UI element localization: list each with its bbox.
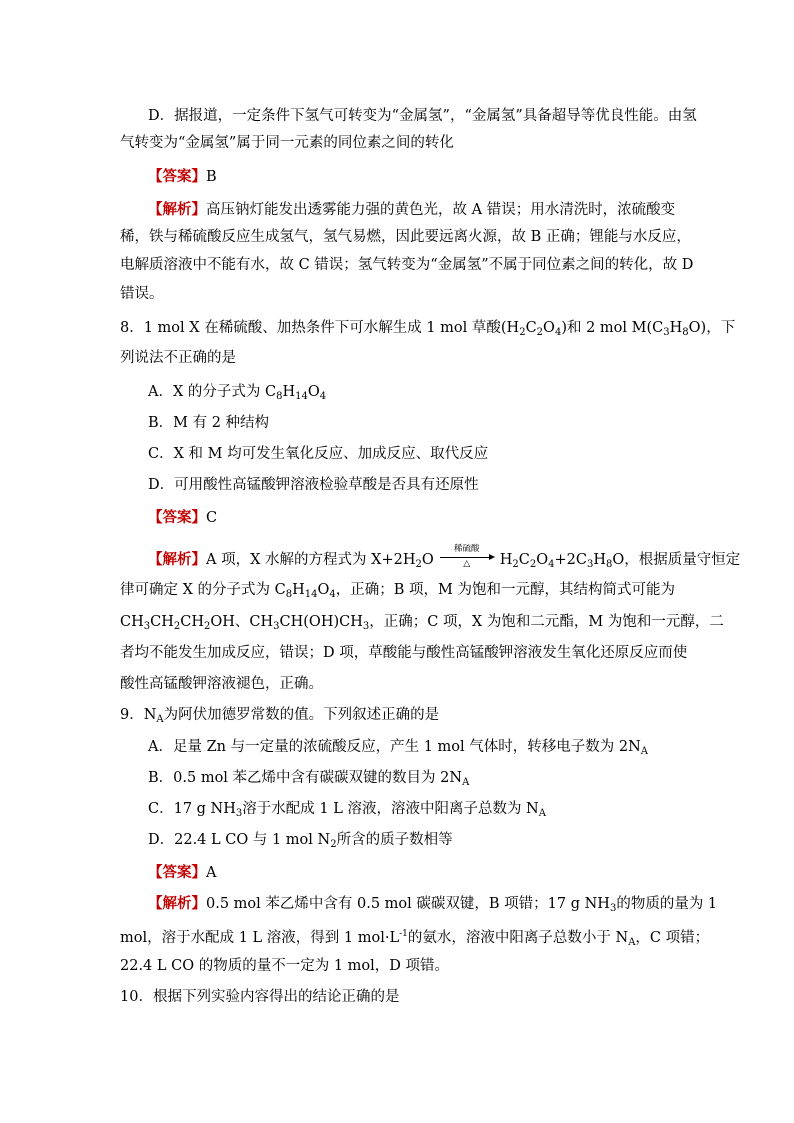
q7-answer: 【答案】B xyxy=(148,168,217,185)
q8-answer: 【答案】C xyxy=(148,509,218,526)
q8-analysis-line5: 酸性高锰酸钾溶液褪色，正确。 xyxy=(120,676,323,692)
q9-stem: 9．$N_A$为阿伏加德罗常数的值。下列叙述正确的是 xyxy=(120,707,440,725)
q9-option-d: D．22.4 L CO 与 1 mol $N_2$所含的质子数相等 xyxy=(148,832,453,850)
analysis-tag: 【解析】 xyxy=(148,201,206,218)
q8-analysis-line4: 者均不能发生加成反应，错误；D 项，草酸能与酸性高锰酸钾溶液发生氧化还原反应而使 xyxy=(120,645,688,661)
answer-tag: 【答案】 xyxy=(148,168,206,185)
q7-option-d-line2: 气转变为“金属氢”属于同一元素的同位素之间的转化 xyxy=(120,135,454,151)
q8-option-a: A．X 的分子式为 $C_8H_{14}O_4$ xyxy=(148,384,327,402)
q7-analysis-line2: 稀，铁与稀硫酸反应生成氢气，氢气易燃，因此要远离火源，故 B 正确；锂能与水反应， xyxy=(120,229,691,245)
q8-analysis-line2: 律可确定 X 的分子式为 $C_8H_{14}O_4$，正确；B 项，M 为饱和一元醇，其结构简式可能为 xyxy=(120,582,676,600)
q9-analysis-line3: 22.4 L CO 的物质的量不一定为 1 mol，D 项错。 xyxy=(120,958,450,974)
analysis-tag: 【解析】 xyxy=(148,895,206,912)
q9-option-a: A．足量 Zn 与一定量的浓硫酸反应，产生 1 mol 气体时，转移电子数为 $2N_A$ xyxy=(148,739,649,757)
q8-stem-line2: 列说法不正确的是 xyxy=(120,350,236,366)
answer-tag: 【答案】 xyxy=(148,864,206,881)
analysis-tag: 【解析】 xyxy=(148,551,206,568)
q7-option-d-line1: D．据报道，一定条件下氢气可转变为“金属氢”，“金属氢”具备超导等优良性能。由氢 xyxy=(148,108,697,124)
q7-analysis-line4: 错误。 xyxy=(120,286,164,302)
q9-option-c: C．17 g $NH_3$溶于水配成 1 L 溶液，溶液中阳离子总数为 $N_A$ xyxy=(148,801,546,819)
q9-option-b: B．0.5 mol 苯乙烯中含有碳碳双键的数目为 $2N_A$ xyxy=(148,770,470,788)
reaction-arrow: 稀硫酸 △ xyxy=(438,550,496,571)
q10-stem: 10．根据下列实验内容得出的结论正确的是 xyxy=(120,989,400,1005)
answer-tag: 【答案】 xyxy=(148,509,206,526)
q7-analysis-line3: 电解质溶液中不能有水，故 C 错误；氢气转变为“金属氢”不属于同位素之间的转化，故 D xyxy=(120,257,694,273)
q9-answer: 【答案】A xyxy=(148,864,217,881)
q7-analysis-line1: 【解析】高压钠灯能发出透雾能力强的黄色光，故 A 错误；用水清洗时，浓硫酸变 xyxy=(148,201,676,218)
q8-option-b: B．M 有 2 种结构 xyxy=(148,415,270,431)
q9-analysis-line1: 【解析】0.5 mol 苯乙烯中含有 0.5 mol 碳碳双键，B 项错；17 g $NH_3$的物质的量为 1 xyxy=(148,895,718,914)
q9-analysis-line2: mol，溶于水配成 1 L 溶液，得到 1 $mol\cdot L^{-1}$的氨水，溶液中阳离子总数小于 $N_A$，C 项错； xyxy=(120,929,710,948)
q8-option-c: C．X 和 M 均可发生氧化反应、加成反应、取代反应 xyxy=(148,446,489,462)
q8-option-d: D．可用酸性高锰酸钾溶液检验草酸是否具有还原性 xyxy=(148,477,479,493)
q8-analysis-line3: $CH_3CH_2CH_2OH$、$CH_3CH(OH)CH_3$，正确；C 项，X 为饱和二元酯，M 为饱和一元醇，二 xyxy=(120,614,724,632)
q8-analysis-line1: 【解析】A 项，X 水解的方程式为 $X+2H_2O$ 稀硫酸 △ $H_2C_2O_4+2C_3H_8O$，根据质量守恒定 xyxy=(148,543,741,570)
q8-stem-line1: 8．1 mol X 在稀硫酸、加热条件下可水解生成 1 mol 草酸$(H_2C_2O_4)$和 2 mol $M(C_3H_8O)$，下 xyxy=(120,320,736,338)
